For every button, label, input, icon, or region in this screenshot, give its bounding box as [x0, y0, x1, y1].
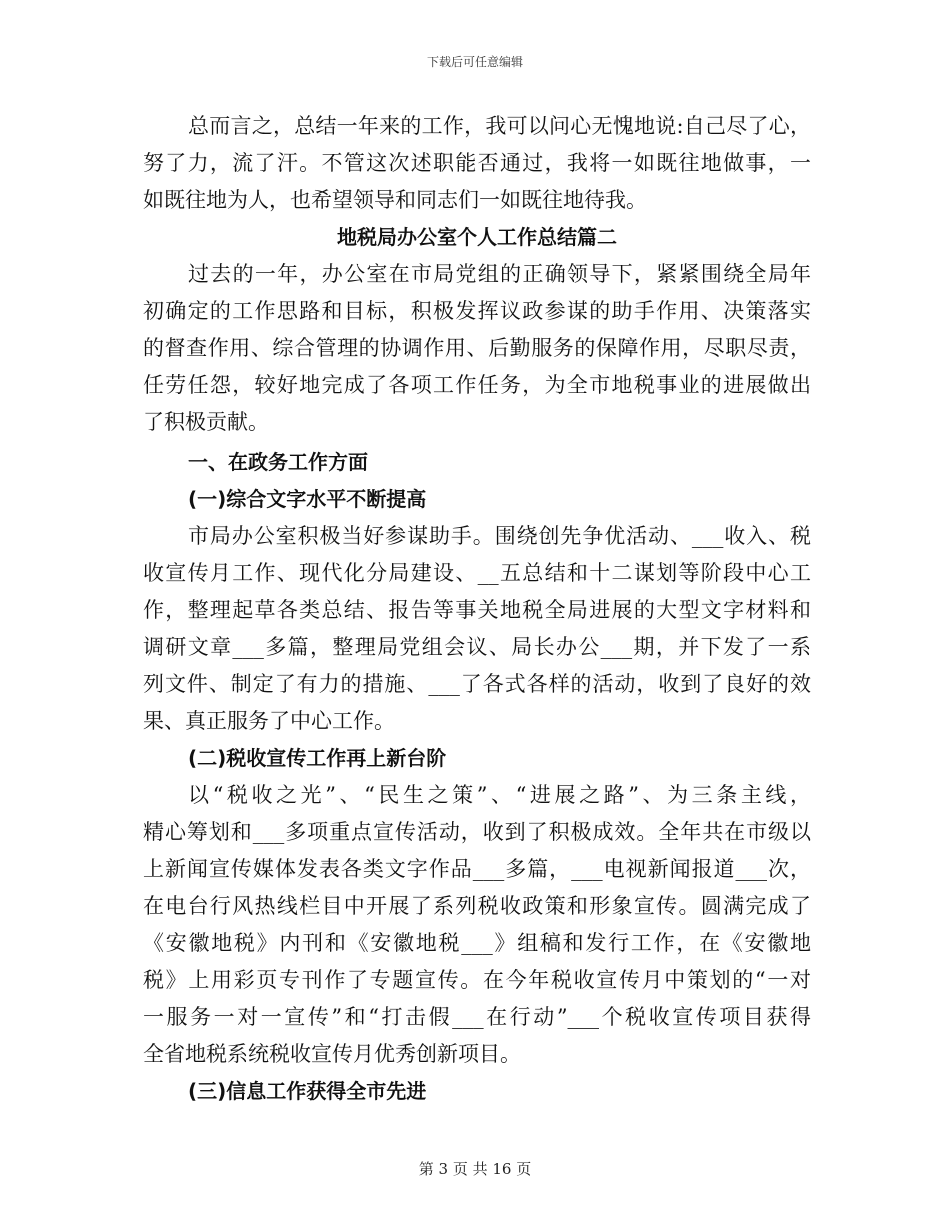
document-body: [143, 108, 811, 1110]
text-line: 努了力，流了汗。不管这次述职能否通过，我将一如既往地做事，一: [143, 151, 811, 175]
text-line: 任劳任怨，较好地完成了各项工作任务，为全市地税事业的进展做出: [143, 373, 811, 397]
text-line: 《安徽地税》内刊和《安徽地税___》组稿和发行工作，在《安徽地: [143, 931, 811, 955]
text-line: 如既往地为人，也希望领导和同志们一如既往地待我。: [143, 188, 647, 212]
text-line: 以“税收之光”、“民生之策”、“进展之路”、为三条主线，: [188, 783, 811, 807]
text-line: 列文件、制定了有力的措施、___了各式各样的活动，收到了良好的效: [143, 672, 811, 696]
section-title: 地税局办公室个人工作总结篇二: [337, 225, 617, 249]
heading-government-affairs: 一、在政务工作方面: [188, 450, 368, 474]
text-line: 全省地税系统税收宣传月优秀创新项目。: [143, 1042, 521, 1066]
subheading-publicity: (二)税收宣传工作再上新台阶: [188, 746, 447, 770]
text-line: 作，整理起草各类总结、报告等事关地税全局进展的大型文字材料和: [143, 598, 811, 622]
text-line: 过去的一年，办公室在市局党组的正确领导下，紧紧围绕全局年: [188, 262, 811, 286]
paragraph-intro: [143, 256, 811, 441]
text-line: 调研文章___多篇，整理局党组会议、局长办公___期，并下发了一系: [143, 635, 811, 659]
subheading-information: (三)信息工作获得全市先进: [188, 1079, 427, 1103]
text-line: 的督查作用、综合管理的协调作用、后勤服务的保障作用，尽职尽责，: [143, 336, 811, 360]
header-note: 下载后可任意编辑: [426, 55, 523, 69]
paragraph-summary: [143, 108, 811, 219]
text-line: 了积极贡献。: [143, 410, 269, 434]
text-line: 总而言之，总结一年来的工作，我可以问心无愧地说:自己尽了心，: [188, 114, 811, 138]
text-line: 市局办公室积极当好参谋助手。围绕创先争优活动、___收入、税: [188, 524, 811, 548]
text-line: 在电台行风热线栏目中开展了系列税收政策和形象宣传。圆满完成了: [143, 894, 811, 918]
text-line: 收宣传月工作、现代化分局建设、__五总结和十二谋划等阶段中心工: [143, 561, 811, 585]
text-line: 一服务一对一宣传”和“打击假___在行动”___个税收宣传项目获得: [143, 1005, 811, 1029]
text-line: 初确定的工作思路和目标，积极发挥议政参谋的助手作用、决策落实: [143, 299, 811, 323]
paragraph-publicity: [143, 777, 811, 1073]
text-line: 精心筹划和___多项重点宣传活动，收到了积极成效。全年共在市级以: [143, 820, 811, 844]
subheading-writing: (一)综合文字水平不断提高: [188, 487, 427, 511]
text-line: 上新闻宣传媒体发表各类文字作品___多篇，___电视新闻报道___次，: [143, 857, 811, 881]
text-line: 税》上用彩页专刊作了专题宣传。在今年税收宣传月中策划的“一对: [143, 968, 811, 992]
text-line: 果、真正服务了中心工作。: [143, 709, 395, 733]
paragraph-writing: [143, 518, 811, 740]
page-footer: 第 3 页 共 16 页: [418, 1160, 532, 1178]
